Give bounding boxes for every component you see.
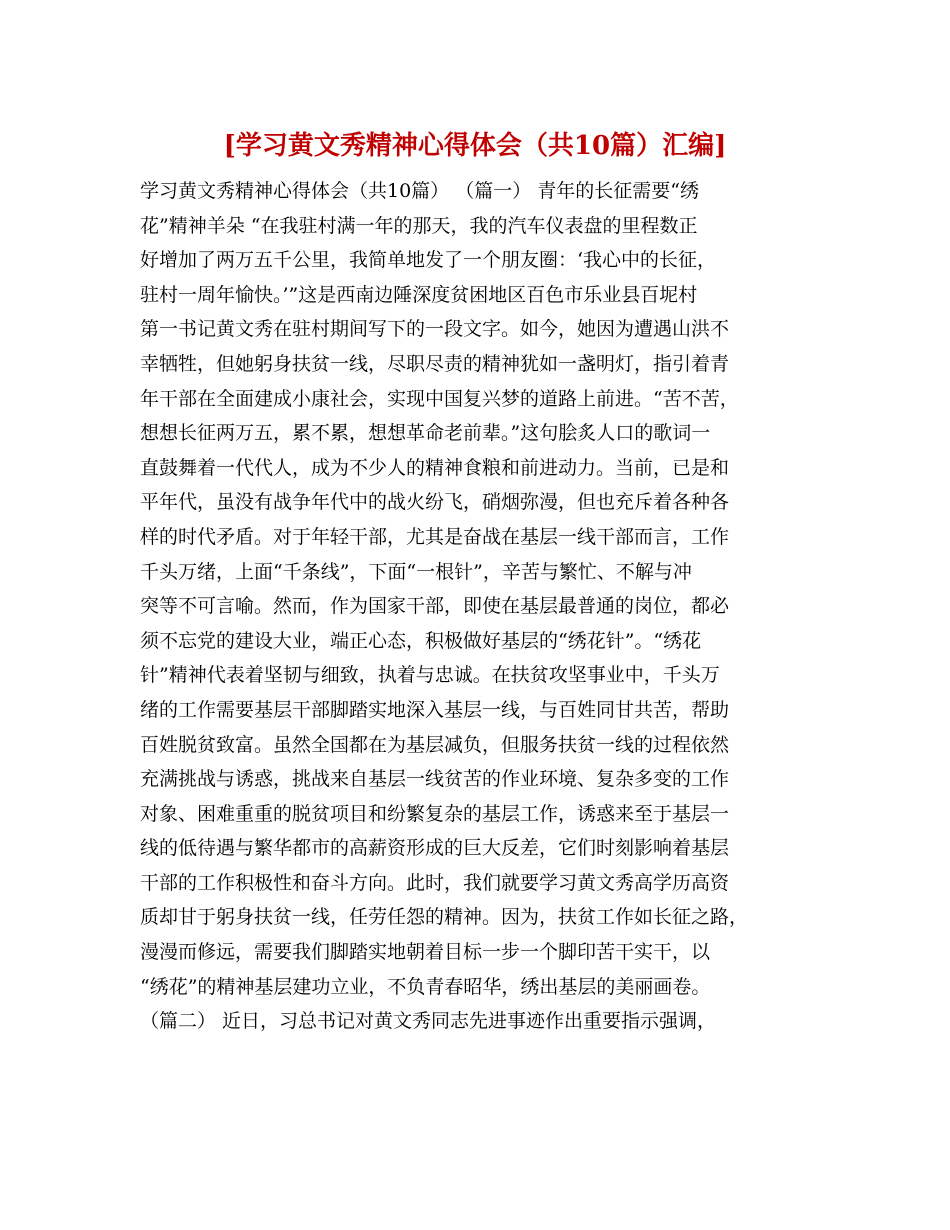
- body-line: 千头万绪，上面“千条线”，下面“一根针”，辛苦与繁忙、不解与冲: [140, 560, 692, 583]
- body-line: 驻村一周年愉快。’”这是西南边陲深度贫困地区百色市乐业县百坭村: [140, 283, 698, 306]
- body-line: 平年代，虽没有战争年代中的战火纷飞，硝烟弥漫，但也充斥着各种各: [140, 491, 730, 514]
- body-line: 花”精神羊朵 “在我驻村满一年的那天，我的汽车仪表盘的里程数正: [140, 214, 698, 237]
- body-line: 年干部在全面建成小康社会，实现中国复兴梦的道路上前进。“苦不苦，: [140, 387, 739, 410]
- body-line: 直鼓舞着一代代人，成为不少人的精神食粮和前进动力。当前，已是和: [140, 456, 730, 479]
- body-line: 百姓脱贫致富。虽然全国都在为基层减负，但服务扶贫一线的过程依然: [140, 733, 730, 756]
- body-line: 想想长征两万五，累不累，想想革命老前辈。”这句脍炙人口的歌词一: [140, 422, 711, 445]
- body-line: 针”精神代表着坚韧与细致，执着与忠诚。在扶贫攻坚事业中，千头万: [140, 664, 720, 687]
- body-line: 学习黄文秀精神心得体会（共10篇） （篇一） 青年的长征需要“绣: [140, 180, 699, 202]
- body-line: 第一书记黄文秀在驻村期间写下的一段文字。如今，她因为遭遇山洪不: [140, 318, 730, 341]
- body-line: 样的时代矛盾。对于年轻干部，尤其是奋战在基层一线干部而言，工作: [140, 525, 730, 548]
- body-line: 幸牺牲，但她躬身扶贫一线，尽职尽责的精神犹如一盏明灯，指引着青: [140, 352, 730, 375]
- body-line: 线的低待遇与繁华都市的高薪资形成的巨大反差，它们时刻影响着基层: [140, 837, 730, 860]
- body-line: 充满挑战与诱惑，挑战来自基层一线贫苦的作业环境、复杂多变的工作: [140, 768, 730, 791]
- document-body: [140, 174, 820, 1039]
- body-line: 质却甘于躬身扶贫一线，任劳任怨的精神。因为，扶贫工作如长征之路，: [140, 906, 749, 929]
- body-line: 突等不可言喻。然而，作为国家干部，即使在基层最普通的岗位，都必: [140, 595, 730, 618]
- body-line: 干部的工作积极性和奋斗方向。此时，我们就要学习黄文秀高学历高资: [140, 871, 730, 894]
- body-line: “绣花”的精神基层建功立业，不负青春昭华，绣出基层的美丽画卷。: [140, 975, 711, 998]
- body-line: 好增加了两万五千公里，我简单地发了一个朋友圈：‘我心中的长征，: [140, 249, 717, 272]
- body-line: 绪的工作需要基层干部脚踏实地深入基层一线，与百姓同甘共苦，帮助: [140, 698, 730, 721]
- body-line: 须不忘党的建设大业，端正心态，积极做好基层的“绣花针”。“绣花: [140, 629, 702, 652]
- body-line: 对象、困难重重的脱贫项目和纷繁复杂的基层工作，诱惑来至于基层一: [140, 802, 730, 825]
- document-title: [学习黄文秀精神心得体会（共10篇）汇编]: [223, 131, 727, 161]
- body-line: 漫漫而修远，需要我们脚踏实地朝着目标一步一个脚印苦干实干，以: [140, 941, 711, 964]
- body-line: （篇二） 近日，习总书记对黄文秀同志先进事迹作出重要指示强调，: [140, 1010, 717, 1033]
